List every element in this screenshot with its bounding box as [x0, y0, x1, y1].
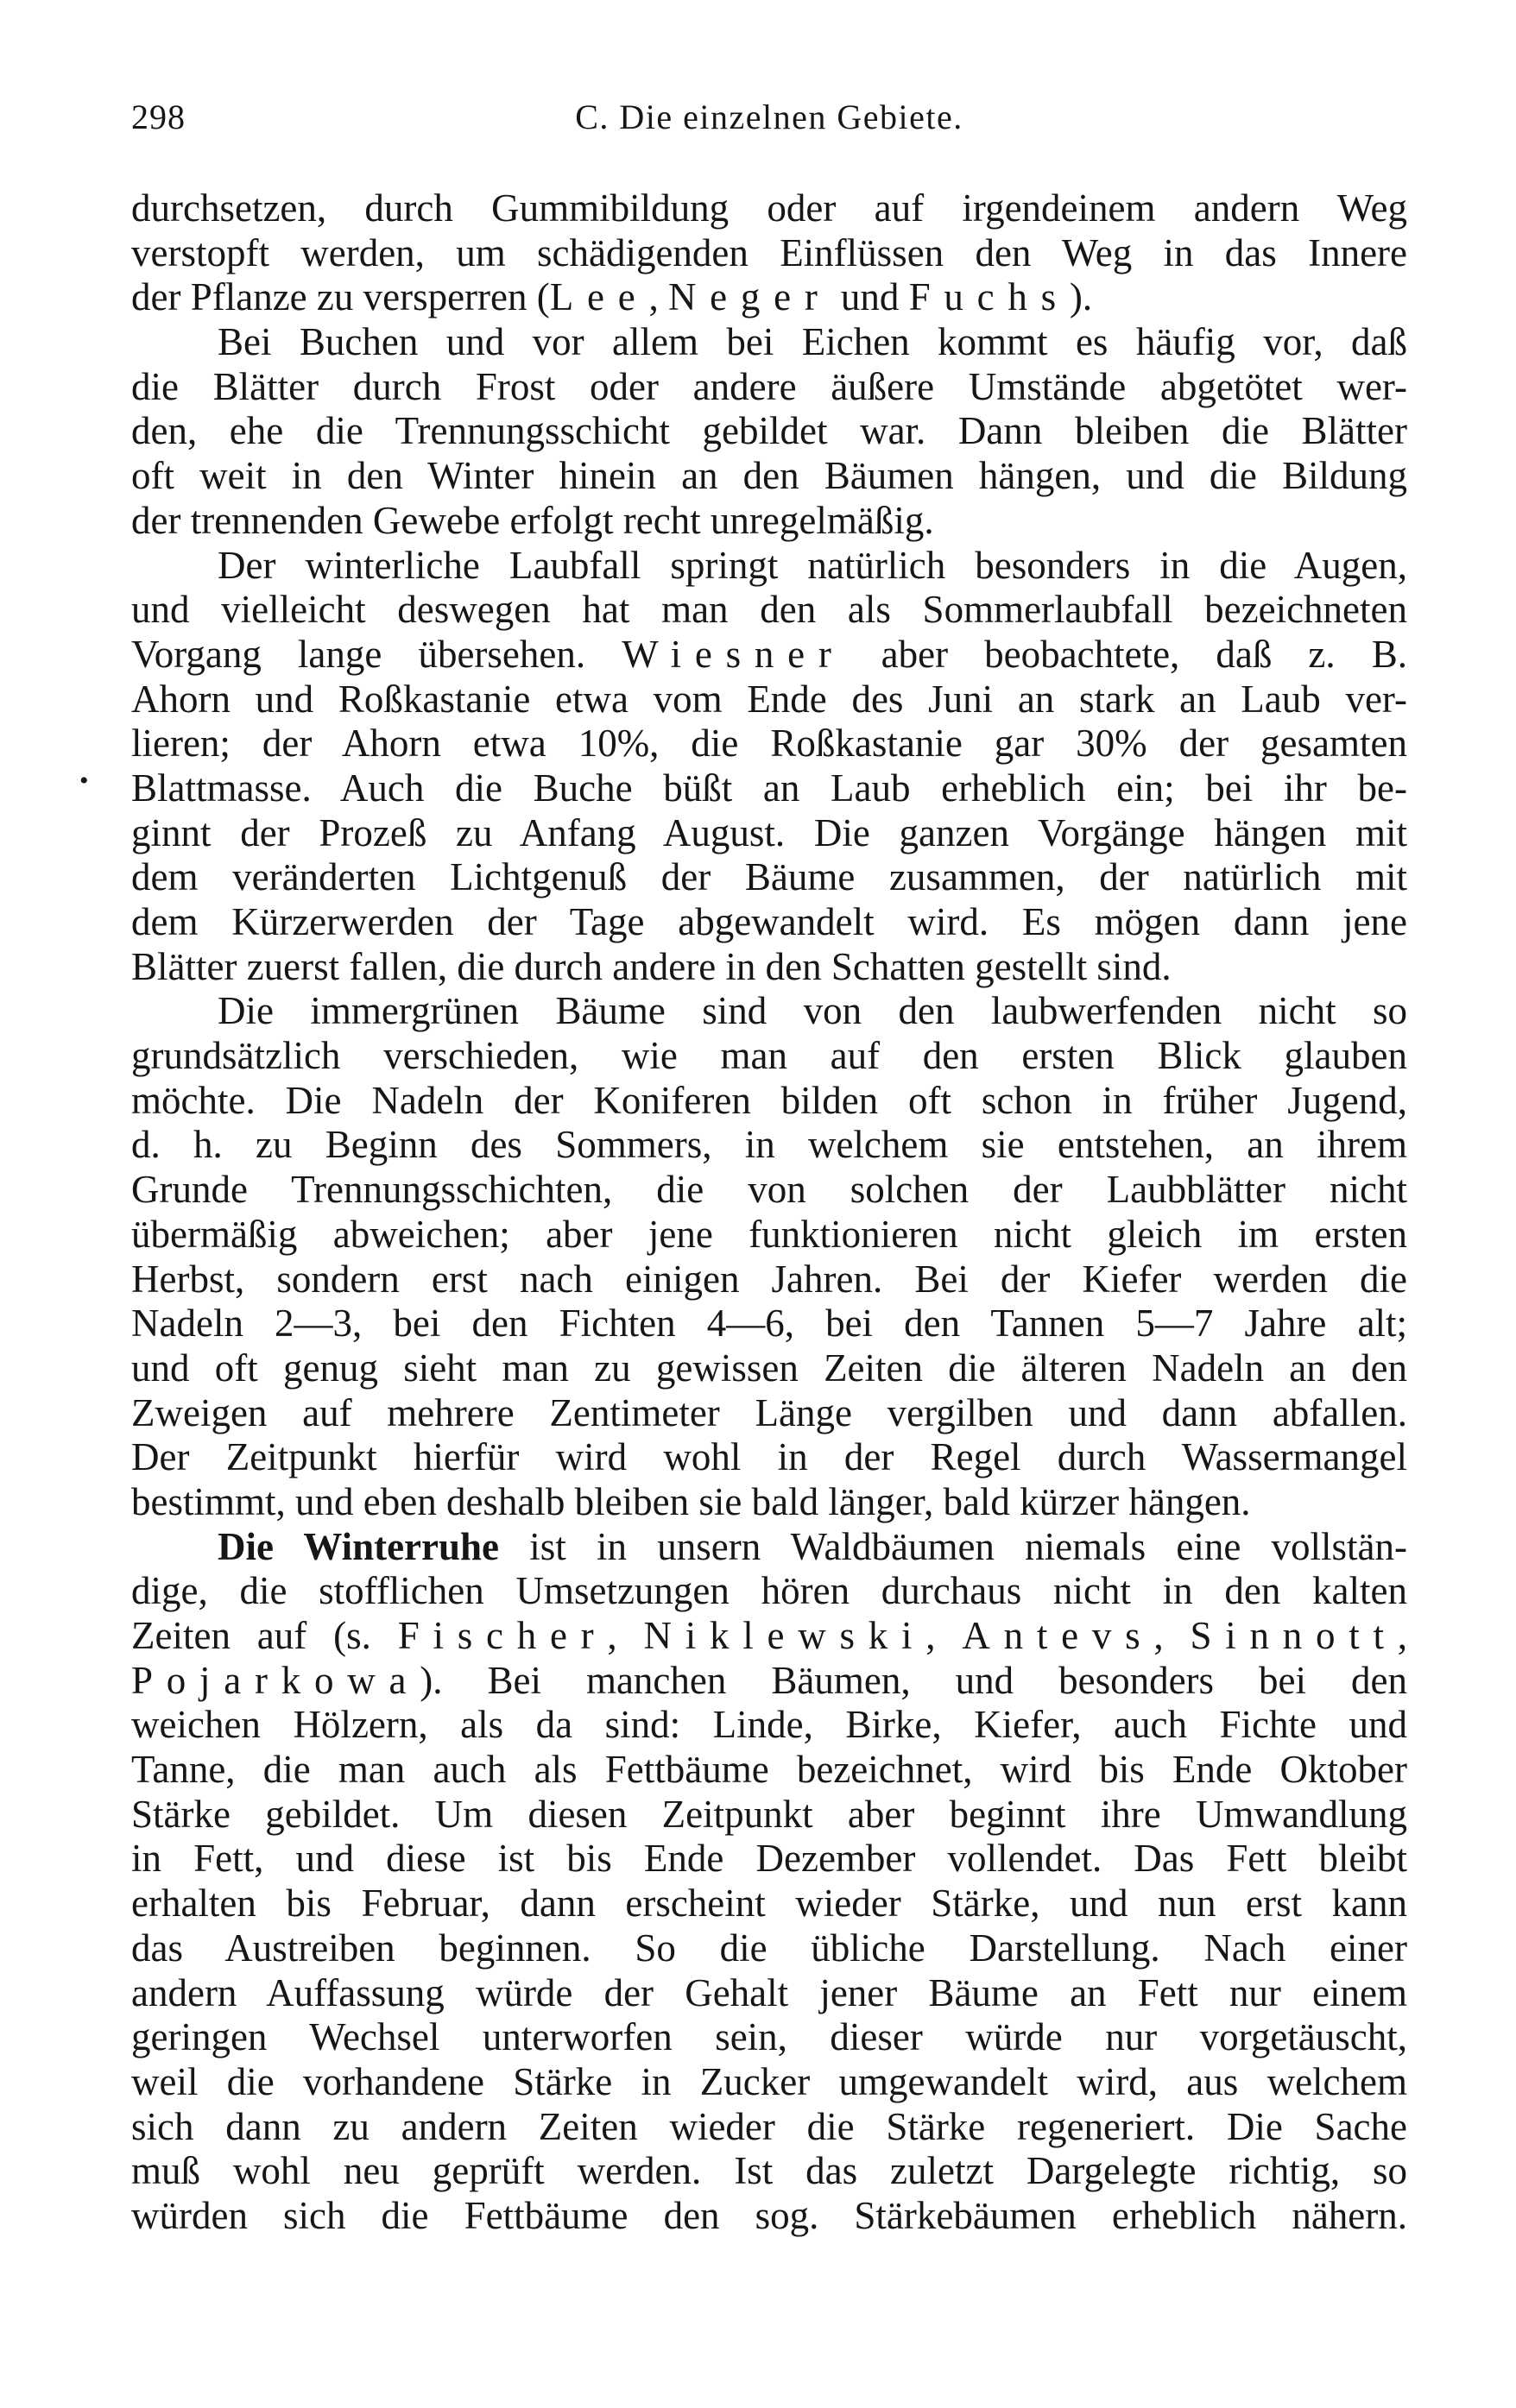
text-line: das Austreiben beginnen. So die übliche Darstellung. Nach einer	[131, 1926, 1407, 1970]
text-line: und oft genug sieht man zu gewissen Zeiten die älteren Nadeln an den	[131, 1346, 1407, 1390]
text-line: dige, die stofflichen Umsetzungen hören durchaus nicht in den kalten	[131, 1569, 1407, 1613]
text-line: weil die vorhandene Stärke in Zucker umgewandelt wird, aus welchem	[131, 2059, 1407, 2103]
text-line: Vorgang lange übersehen. Wiesner aber beobachtete, daß z. B.	[131, 632, 1407, 676]
text-line: Die Winterruhe ist in unsern Waldbäumen niemals eine vollstän-	[218, 1524, 1407, 1568]
text-line: Grunde Trennungsschichten, die von solchen der Laubblätter nicht	[131, 1168, 1407, 1212]
text-line: verstopft werden, um schädigenden Einflüssen den Weg in das Innere	[131, 230, 1407, 274]
text-line: der trennenden Gewebe erfolgt recht unregelmäßig.	[131, 498, 934, 542]
text-line: weichen Hölzern, als da sind: Linde, Birke, Kiefer, auch Fichte und	[131, 1703, 1407, 1747]
text-line: dem Kürzerwerden der Tage abgewandelt wird. Es mögen dann jene	[131, 900, 1407, 943]
section-heading: Die Winterruhe	[218, 1524, 500, 1568]
text-line: oft weit in den Winter hinein an den Bäumen hängen, und die Bildung	[131, 454, 1407, 498]
text-line: Zweigen auf mehrere Zentimeter Länge vergilben und dann abfallen.	[131, 1390, 1407, 1434]
text-line: lieren; der Ahorn etwa 10%, die Roßkastanie gar 30% der gesamten	[131, 722, 1407, 766]
text-line: grundsätzlich verschieden, wie man auf den ersten Blick glauben	[131, 1034, 1407, 1078]
text-line: übermäßig abweichen; aber jene funktionieren nicht gleich im ersten	[131, 1212, 1407, 1256]
text-line: Blätter zuerst fallen, die durch andere in den Schatten gestellt sind.	[131, 944, 1172, 988]
text-line: Bei Buchen und vor allem bei Eichen kommt es häufig vor, daß	[218, 320, 1407, 364]
page-number: 298	[131, 98, 186, 136]
text-line: Ahorn und Roßkastanie etwa vom Ende des Juni an stark an Laub ver-	[131, 677, 1407, 721]
text-line: und vielleicht deswegen hat man den als Sommerlaubfall bezeichneten	[131, 588, 1407, 632]
text-line: Blattmasse. Auch die Buche büßt an Laub erheblich ein; bei ihr be-	[131, 766, 1407, 810]
text-line: muß wohl neu geprüft werden. Ist das zuletzt Dargelegte richtig, so	[131, 2149, 1407, 2193]
author-name: Wiesner	[622, 632, 845, 676]
margin-mark: •	[79, 766, 89, 795]
text-line: erhalten bis Februar, dann erscheint wieder Stärke, und nun erst kann	[131, 1882, 1407, 1926]
text-line: dem veränderten Lichtgenuß der Bäume zusammen, der natürlich mit	[131, 855, 1407, 899]
text-line: in Fett, und diese ist bis Ende Dezember vollendet. Das Fett bleibt	[131, 1837, 1407, 1881]
page-header	[131, 97, 1407, 148]
text-line: Nadeln 2—3, bei den Fichten 4—6, bei den Tannen 5—7 Jahre alt;	[131, 1302, 1407, 1346]
text-line: andern Auffassung würde der Gehalt jener Bäume an Fett nur einem	[131, 1970, 1407, 2014]
author-name: Fischer	[397, 1614, 608, 1657]
text-line: bestimmt, und eben deshalb bleiben sie bald länger, bald kürzer hängen.	[131, 1479, 1251, 1523]
author-name: Sinnott	[1190, 1614, 1398, 1657]
text-line: ginnt der Prozeß zu Anfang August. Die ganzen Vorgänge hängen mit	[131, 810, 1407, 854]
text-line: Der Zeitpunkt hierfür wird wohl in der Regel durch Wassermangel	[131, 1435, 1407, 1479]
author-name: Fuchs	[908, 275, 1070, 319]
text-line: Die immergrünen Bäume sind von den laubwerfenden nicht so	[218, 989, 1407, 1033]
text-line: Stärke gebildet. Um diesen Zeitpunkt aber beginnt ihre Umwandlung	[131, 1792, 1407, 1836]
text-line: Pojarkowa). Bei manchen Bäumen, und besonders bei den	[131, 1658, 1407, 1702]
text-line: Tanne, die man auch als Fettbäume bezeichnet, wird bis Ende Oktober	[131, 1748, 1407, 1792]
text-line: Herbst, sondern erst nach einigen Jahren. Bei der Kiefer werden die	[131, 1257, 1407, 1301]
author-name: Lee	[549, 275, 649, 319]
text-line: würden sich die Fettbäume den sog. Stärkebäumen erheblich nähern.	[131, 2193, 1407, 2237]
body-text	[131, 186, 1407, 2239]
author-name: Neger	[667, 275, 831, 319]
text-line: den, ehe die Trennungsschicht gebildet war. Dann bleiben die Blätter	[131, 409, 1407, 453]
running-head: C. Die einzelnen Gebiete.	[575, 98, 963, 136]
text-line: Zeiten auf (s. Fischer, Niklewski, Antevs, Sinnott,	[131, 1614, 1407, 1657]
text-line: möchte. Die Nadeln der Koniferen bilden oft schon in früher Jugend,	[131, 1078, 1407, 1122]
text-line: Der winterliche Laubfall springt natürlich besonders in die Augen,	[218, 543, 1407, 587]
author-name: Niklewski	[643, 1614, 926, 1657]
text-line: die Blätter durch Frost oder andere äußere Umstände abgetötet wer-	[131, 364, 1407, 408]
text-line: der Pflanze zu versperren (Lee, Neger und Fuchs).	[131, 275, 1093, 319]
text-line: geringen Wechsel unterworfen sein, dieser würde nur vorgetäuscht,	[131, 2015, 1407, 2059]
text-line: sich dann zu andern Zeiten wieder die Stärke regeneriert. Die Sache	[131, 2104, 1407, 2148]
text-line: durchsetzen, durch Gummibildung oder auf irgendeinem andern Weg	[131, 186, 1407, 230]
author-name: Antevs	[962, 1614, 1154, 1657]
text-line: d. h. zu Beginn des Sommers, in welchem sie entstehen, an ihrem	[131, 1123, 1407, 1167]
author-name: Pojarkowa	[131, 1658, 420, 1702]
